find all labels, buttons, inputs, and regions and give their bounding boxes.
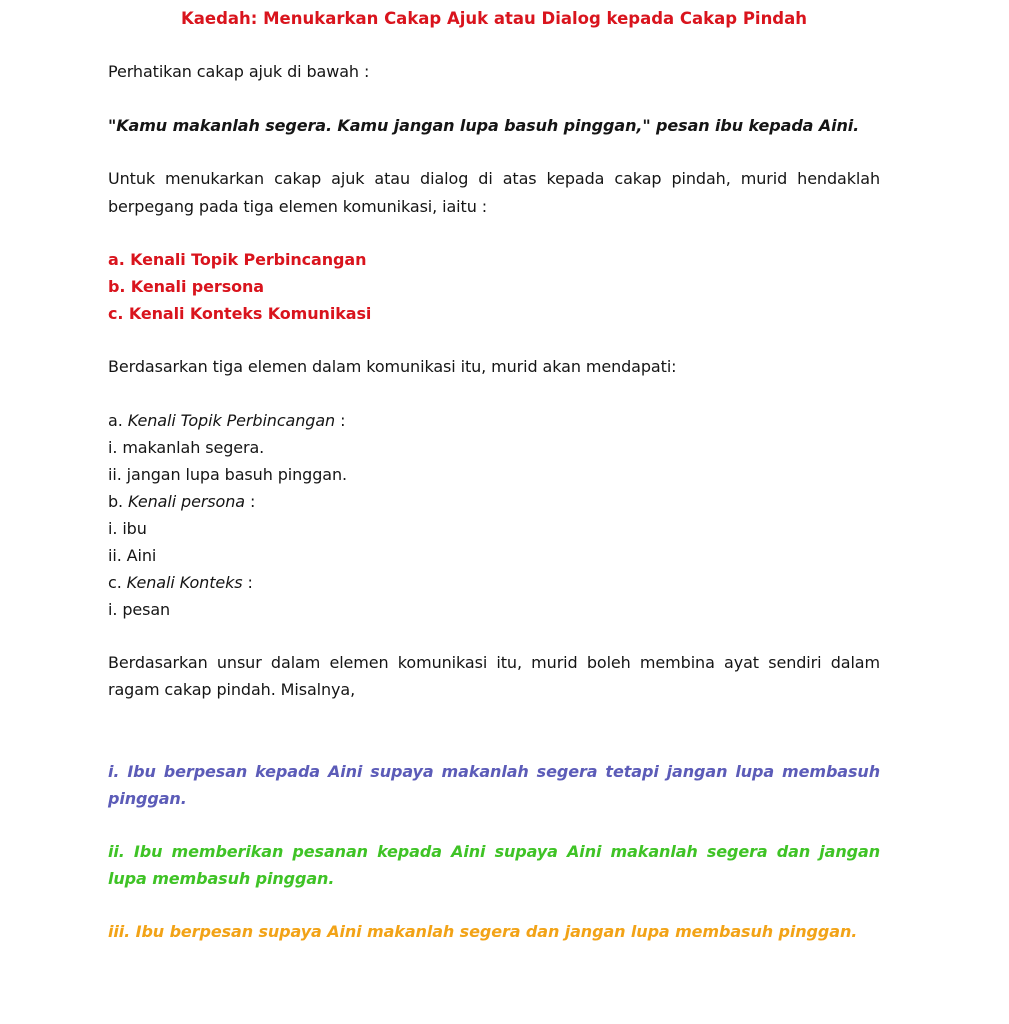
analysis-item: i. ibu <box>108 518 147 538</box>
direct-speech-quote: "Kamu makanlah segera. Kamu jangan lupa basuh pinggan," pesan ibu kepada Aini. <box>108 115 860 135</box>
sentence-building-paragraph: Berdasarkan unsur dalam elemen komunikasi itu, murid boleh membina ayat sendiri dalam ragam cakap pindah. Misalnya, <box>108 652 880 699</box>
analysis-item: i. pesan <box>108 599 171 619</box>
analysis-item: b. Kenali persona : <box>108 491 256 511</box>
analysis-item: i. makanlah segera. <box>108 437 265 457</box>
analysis-item: a. Kenali Topik Perbincangan : <box>108 410 346 430</box>
page-title: Kaedah: Menukarkan Cakap Ajuk atau Dialog kepada Cakap Pindah <box>180 9 808 28</box>
element-item-b: b. Kenali persona <box>108 277 264 296</box>
findings-intro-paragraph: Berdasarkan tiga elemen dalam komunikasi itu, murid akan mendapati: <box>108 357 677 376</box>
element-item-a: a. Kenali Topik Perbincangan <box>108 250 367 269</box>
example-sentence-3: iii. Ibu berpesan supaya Aini makanlah segera dan jangan lupa membasuh pinggan. <box>108 921 858 941</box>
analysis-item: ii. jangan lupa basuh pinggan. <box>108 464 348 484</box>
example-sentence-1: i. Ibu berpesan kepada Aini supaya makanlah segera tetapi jangan lupa membasuh pinggan. <box>108 761 880 808</box>
communication-elements-list <box>108 246 880 327</box>
intro-text: Perhatikan cakap ajuk di bawah : <box>108 62 370 81</box>
element-item-c: c. Kenali Konteks Komunikasi <box>108 304 372 323</box>
conversion-instruction-paragraph: Untuk menukarkan cakap ajuk atau dialog di atas kepada cakap pindah, murid hendaklah berpegang pada tiga elemen komunikasi, iaitu : <box>108 169 880 216</box>
example-sentence-2: ii. Ibu memberikan pesanan kepada Aini supaya Aini makanlah segera dan jangan lupa membasuh pinggan. <box>108 841 880 888</box>
analysis-item: c. Kenali Konteks : <box>108 572 253 592</box>
analysis-list <box>108 407 880 623</box>
analysis-item: ii. Aini <box>108 545 157 565</box>
